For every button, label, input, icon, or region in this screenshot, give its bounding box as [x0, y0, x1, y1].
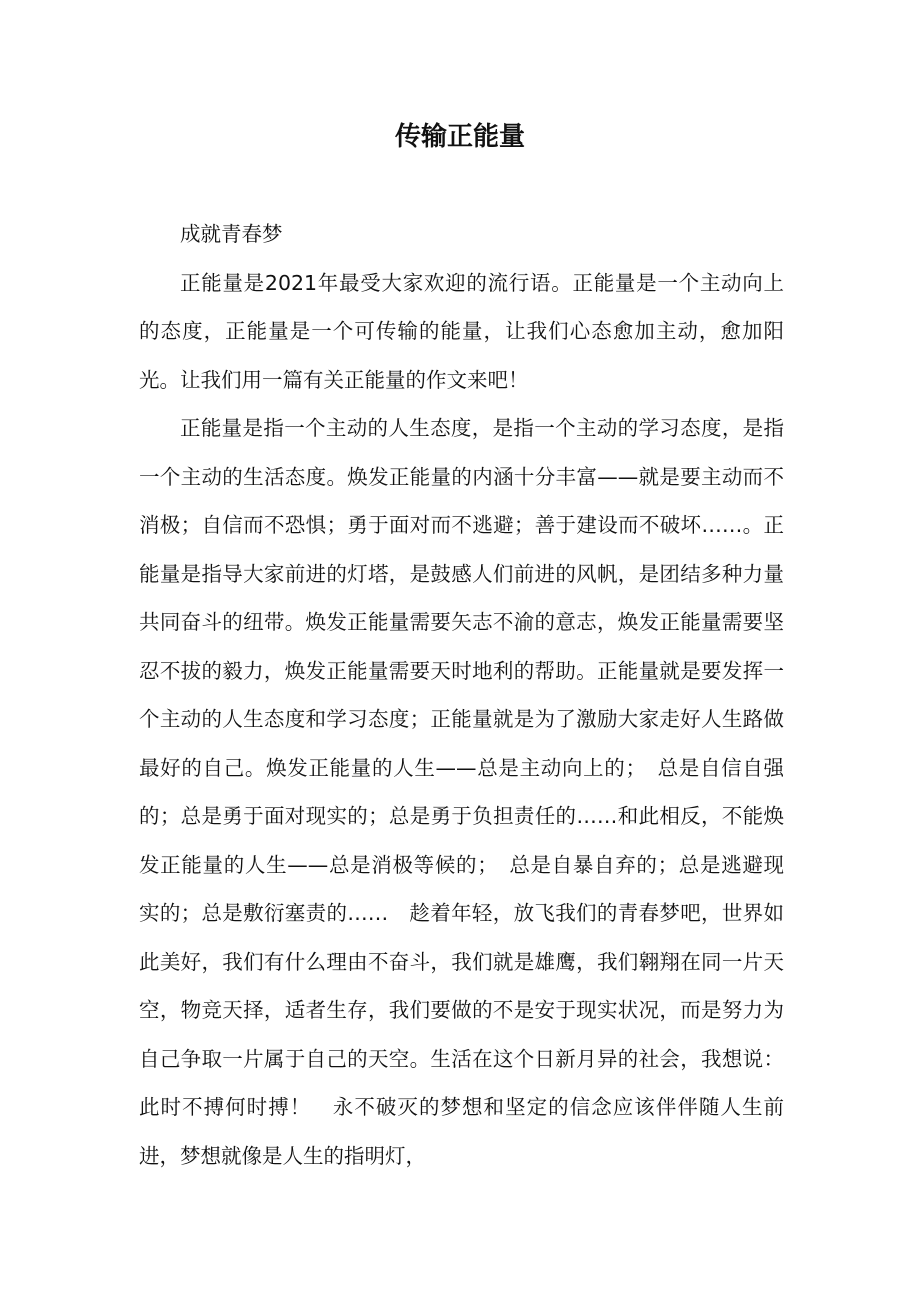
- subtitle-paragraph: 成就青春梦: [180, 222, 283, 246]
- main-paragraph: 正能量是指一个主动的人生态度，是指一个主动的学习态度，是指一个主动的生活态度。焕发正能量的内涵十分丰富——就是要主动而不消极；自信而不恐惧；勇于面对而不逃避；善于建设而不破坏……。正能量是指导大家前进的灯塔，是鼓感人们前进的风帆，是团结多种力量共同奋斗的纽带。焕发正能量需要矢志不渝的意志，焕发正能量需要坚忍不拔的毅力，焕发正能量需要天时地利的帮助。正能量就是要发挥一个主动的人生态度和学习态度；正能量就是为了激励大家走好人生路做最好的自己。焕发正能量的人生——总是主动向上的； 总是自信自强的；总是勇于面对现实的；总是勇于负担责任的……和此相反，不能焕发正能量的人生——总是消极等候的； 总是自暴自弃的；总是逃避现实的；总是敷衍塞责的…… 趁着年轻，放飞我们的青春梦吧，世界如此美好，我们有什么理由不奋斗，我们就是雄鹰，我们翱翔在同一片天空，物竞天择，适者生存，我们要做的不是安于现实状况，而是努力为自己争取一片属于自己的天空。生活在这个日新月异的社会，我想说：此时不搏何时搏！ 永不破灭的梦想和坚定的信念应该伴伴随人生前进，梦想就像是人生的指明灯，: [139, 416, 784, 1168]
- document-title: 传输正能量: [394, 122, 525, 152]
- document-body: [139, 210, 784, 1180]
- intro-paragraph: 正能量是2021年最受大家欢迎的流行语。正能量是一个主动向上的态度，正能量是一个可传输的能量，让我们心态愈加主动，愈加阳光。让我们用一篇有关正能量的作文来吧！: [139, 270, 784, 392]
